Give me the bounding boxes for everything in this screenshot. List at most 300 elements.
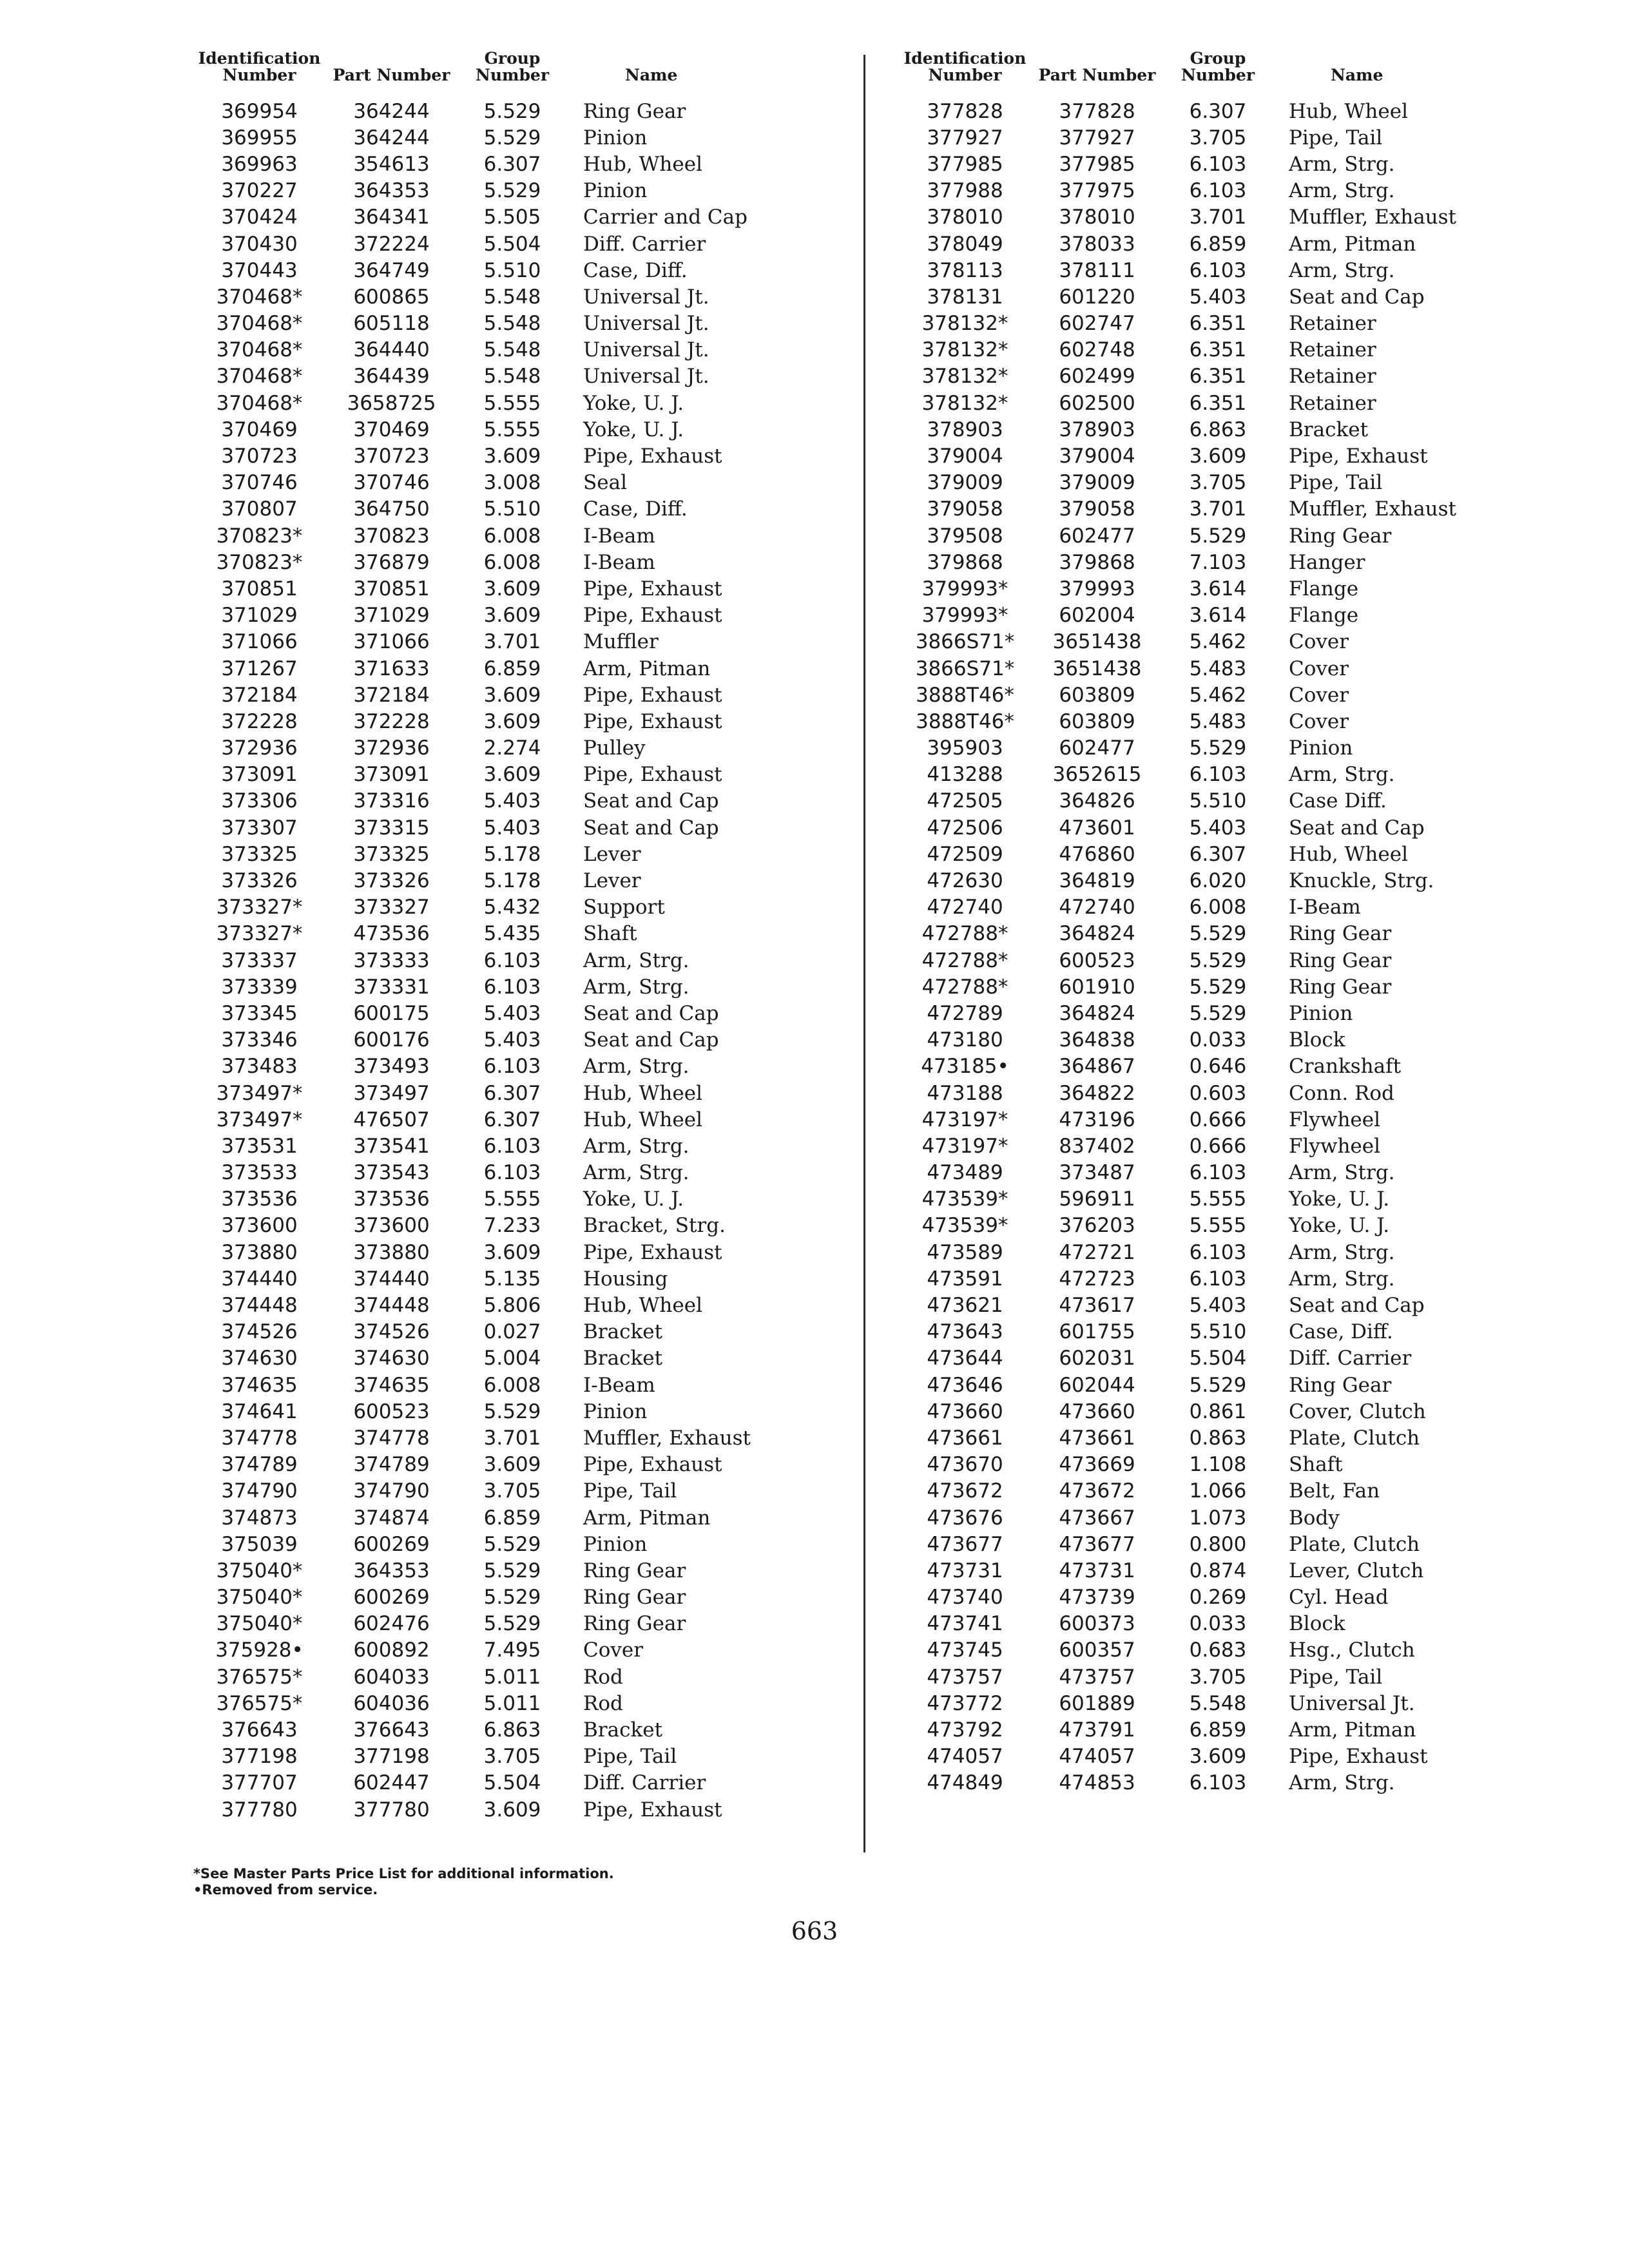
identification-number-cell: 373346 [221, 1028, 298, 1052]
group-number-cell: 5.403 [1189, 816, 1247, 840]
part-name-cell: Arm, Strg. [1289, 152, 1395, 176]
part-name-cell: Lever, Clutch [1289, 1559, 1424, 1582]
part-number-cell: 473617 [1059, 1294, 1135, 1318]
group-number-cell: 5.548 [1189, 1691, 1247, 1715]
group-number-cell: 5.504 [1189, 1347, 1247, 1370]
part-number-cell: 364749 [353, 258, 430, 282]
table-row [899, 549, 1543, 575]
part-number-cell: 372224 [353, 232, 430, 256]
table-row [899, 257, 1543, 284]
identification-number-cell: 378113 [927, 258, 1003, 282]
identification-number-cell: 472788* [921, 922, 1008, 946]
table-row [193, 788, 838, 814]
table-row [899, 867, 1543, 894]
page-number: 663 [791, 1917, 838, 1945]
part-name-cell: Block [1289, 1612, 1345, 1636]
part-name-cell: Arm, Strg. [583, 1161, 689, 1185]
identification-number-cell: 374790 [221, 1479, 298, 1503]
part-name-cell: Pipe, Tail [583, 1745, 677, 1769]
part-name-cell: Seat and Cap [1289, 816, 1425, 840]
table-row [193, 1664, 838, 1690]
footnote-asterisk: *See Master Parts Price List for additional information. [193, 1866, 614, 1881]
part-number-cell: 472721 [1059, 1240, 1135, 1264]
part-name-cell: Universal Jt. [583, 312, 709, 336]
table-row [193, 814, 838, 841]
part-number-cell: 3658725 [347, 391, 436, 415]
group-number-cell: 3.609 [1189, 445, 1247, 468]
part-name-cell: Universal Jt. [583, 285, 709, 309]
group-number-cell: 0.269 [1189, 1586, 1247, 1610]
part-number-cell: 364244 [353, 126, 430, 149]
part-number-cell: 602748 [1059, 338, 1135, 362]
part-number-cell: 364824 [1059, 922, 1135, 946]
table-row [899, 523, 1543, 549]
group-number-cell: 3.705 [483, 1745, 541, 1769]
identification-number-cell: 373327* [216, 922, 303, 946]
part-number-cell: 377828 [1059, 99, 1135, 123]
table-row [193, 682, 838, 708]
part-name-cell: Ring Gear [583, 1559, 686, 1582]
group-number-cell: 0.800 [1189, 1532, 1247, 1556]
table-row [899, 1213, 1543, 1239]
group-number-cell: 6.103 [1189, 1267, 1247, 1291]
part-name-cell: Hub, Wheel [1289, 99, 1408, 123]
part-number-cell: 378010 [1059, 206, 1135, 229]
group-number-cell: 7.233 [483, 1214, 541, 1238]
part-number-cell: 364440 [353, 338, 430, 362]
table-row [899, 496, 1543, 523]
part-number-cell: 370851 [353, 577, 430, 601]
group-number-cell: 6.103 [1189, 179, 1247, 203]
part-number-cell: 602477 [1059, 736, 1135, 760]
table-row [193, 655, 838, 682]
group-number-cell: 5.510 [483, 497, 541, 521]
part-number-cell: 377198 [353, 1745, 430, 1769]
group-number-cell: 5.529 [483, 179, 541, 203]
table-row [193, 337, 838, 363]
group-number-cell: 3.609 [1189, 1745, 1247, 1769]
part-number-cell: 371029 [353, 604, 430, 628]
part-name-cell: Plate, Clutch [1289, 1532, 1420, 1556]
header-name: Name [1331, 66, 1383, 84]
identification-number-cell: 379993* [921, 577, 1008, 601]
part-name-cell: Ring Gear [583, 1586, 686, 1610]
table-row [193, 284, 838, 310]
group-number-cell: 3.609 [483, 1453, 541, 1477]
table-row [193, 1690, 838, 1716]
identification-number-cell: 373306 [221, 789, 298, 813]
group-number-cell: 3.609 [483, 1240, 541, 1264]
identification-number-cell: 377985 [927, 152, 1003, 176]
part-number-cell: 601910 [1059, 975, 1135, 999]
identification-number-cell: 373325 [221, 842, 298, 866]
group-number-cell: 3.705 [1189, 126, 1247, 149]
group-number-cell: 6.008 [1189, 896, 1247, 919]
part-number-cell: 473196 [1059, 1108, 1135, 1131]
part-number-cell: 473739 [1059, 1586, 1135, 1610]
table-row [193, 1557, 838, 1584]
part-number-cell: 601889 [1059, 1691, 1135, 1715]
group-number-cell: 6.103 [1189, 1240, 1247, 1264]
table-row [899, 1000, 1543, 1026]
table-row [899, 284, 1543, 310]
table-row [193, 1080, 838, 1106]
part-name-cell: Bracket [583, 1320, 663, 1344]
group-number-cell: 3.609 [483, 1798, 541, 1821]
table-row [899, 1345, 1543, 1372]
group-number-cell: 5.504 [483, 1771, 541, 1795]
part-name-cell: Retainer [1289, 338, 1376, 362]
part-number-cell: 600269 [353, 1532, 430, 1556]
identification-number-cell: 473677 [927, 1532, 1003, 1556]
group-number-cell: 3.609 [483, 445, 541, 468]
identification-number-cell: 373345 [221, 1001, 298, 1025]
part-number-cell: 364353 [353, 179, 430, 203]
part-number-cell: 602447 [353, 1771, 430, 1795]
group-number-cell: 6.103 [483, 1055, 541, 1079]
part-number-cell: 379009 [1059, 471, 1135, 495]
identification-number-cell: 472788* [921, 948, 1008, 972]
part-name-cell: Seat and Cap [583, 1001, 719, 1025]
part-number-cell: 373543 [353, 1161, 430, 1185]
part-number-cell: 474057 [1059, 1745, 1135, 1769]
group-number-cell: 5.529 [1189, 1001, 1247, 1025]
group-number-cell: 5.529 [1189, 736, 1247, 760]
group-number-cell: 5.529 [1189, 922, 1247, 946]
part-name-cell: Seat and Cap [583, 789, 719, 813]
right-parts-column [899, 50, 1543, 1796]
part-name-cell: Universal Jt. [1289, 1691, 1415, 1715]
group-number-cell: 5.135 [483, 1267, 541, 1291]
part-name-cell: Arm, Strg. [1289, 1161, 1395, 1185]
part-name-cell: Seat and Cap [1289, 285, 1425, 309]
identification-number-cell: 370469 [221, 418, 298, 441]
identification-number-cell: 379508 [927, 524, 1003, 548]
part-number-cell: 377975 [1059, 179, 1135, 203]
part-name-cell: Flywheel [1289, 1108, 1381, 1131]
part-name-cell: Arm, Strg. [1289, 1240, 1395, 1264]
part-number-cell: 376643 [353, 1718, 430, 1742]
table-row [193, 98, 838, 124]
group-number-cell: 5.806 [483, 1294, 541, 1318]
part-name-cell: Carrier and Cap [583, 206, 747, 229]
table-row [193, 151, 838, 177]
table-row [899, 1716, 1543, 1743]
table-row [193, 443, 838, 469]
identification-number-cell: 473489 [927, 1161, 1003, 1185]
part-number-cell: 601220 [1059, 285, 1135, 309]
table-row [899, 1557, 1543, 1584]
group-number-cell: 5.403 [483, 789, 541, 813]
group-number-cell: 3.614 [1189, 604, 1247, 628]
table-row [899, 1265, 1543, 1292]
identification-number-cell: 373337 [221, 948, 298, 972]
part-name-cell: Pipe, Exhaust [583, 763, 722, 787]
part-name-cell: Muffler, Exhaust [1289, 497, 1457, 521]
part-name-cell: I-Beam [583, 550, 655, 574]
table-row [899, 1504, 1543, 1531]
left-header-row [193, 50, 838, 98]
identification-number-cell: 373327* [216, 896, 303, 919]
right-header-row [899, 50, 1543, 98]
group-number-cell: 5.529 [483, 1559, 541, 1582]
part-name-cell: Rod [583, 1665, 623, 1689]
table-row [193, 947, 838, 974]
identification-number-cell: 3866S71* [915, 657, 1015, 680]
identification-number-cell: 373339 [221, 975, 298, 999]
table-row [193, 1160, 838, 1186]
part-name-cell: Cover [1289, 657, 1349, 680]
table-row [193, 1000, 838, 1026]
table-row [899, 1372, 1543, 1398]
part-number-cell: 602476 [353, 1612, 430, 1636]
identification-number-cell: 473660 [927, 1399, 1003, 1423]
right-parts-table [899, 50, 1543, 1796]
group-number-cell: 3.701 [483, 630, 541, 654]
part-number-cell: 378111 [1059, 258, 1135, 282]
identification-number-cell: 378132* [921, 338, 1008, 362]
part-name-cell: Lever [583, 842, 641, 866]
identification-number-cell: 376575* [216, 1691, 303, 1715]
part-name-cell: Conn. Rod [1289, 1081, 1394, 1105]
part-number-cell: 473660 [1059, 1399, 1135, 1423]
part-name-cell: Diff. Carrier [1289, 1347, 1412, 1370]
part-number-cell: 602004 [1059, 604, 1135, 628]
part-name-cell: Universal Jt. [583, 338, 709, 362]
identification-number-cell: 374641 [221, 1399, 298, 1423]
table-row [899, 311, 1543, 337]
part-number-cell: 373331 [353, 975, 430, 999]
table-row [193, 1345, 838, 1372]
part-number-cell: 837402 [1059, 1134, 1135, 1158]
part-number-cell: 379004 [1059, 445, 1135, 468]
table-row [899, 1664, 1543, 1690]
part-name-cell: Bracket [1289, 418, 1369, 441]
identification-number-cell: 473539* [921, 1214, 1008, 1238]
group-number-cell: 6.307 [1189, 842, 1247, 866]
part-number-cell: 473757 [1059, 1665, 1135, 1689]
identification-number-cell: 473589 [927, 1240, 1003, 1264]
table-row [899, 231, 1543, 257]
table-row [899, 443, 1543, 469]
group-number-cell: 6.103 [483, 1134, 541, 1158]
table-row [193, 1744, 838, 1770]
part-number-cell: 600176 [353, 1028, 430, 1052]
part-name-cell: Universal Jt. [583, 365, 709, 389]
group-number-cell: 6.307 [483, 1081, 541, 1105]
part-name-cell: Yoke, U. J. [1289, 1214, 1390, 1238]
part-name-cell: Pipe, Tail [583, 1479, 677, 1503]
group-number-cell: 5.555 [483, 418, 541, 441]
part-number-cell: 376203 [1059, 1214, 1135, 1238]
group-number-cell: 7.495 [483, 1639, 541, 1662]
table-row [899, 1531, 1543, 1557]
part-number-cell: 473731 [1059, 1559, 1135, 1582]
identification-number-cell: 473180 [927, 1028, 1003, 1052]
header-group-number: Group Number [475, 49, 550, 84]
group-number-cell: 5.011 [483, 1665, 541, 1689]
identification-number-cell: 374440 [221, 1267, 298, 1291]
group-number-cell: 6.103 [1189, 1771, 1247, 1795]
identification-number-cell: 369963 [221, 152, 298, 176]
table-row [193, 735, 838, 762]
group-number-cell: 6.351 [1189, 312, 1247, 336]
part-number-cell: 370723 [353, 445, 430, 468]
group-number-cell: 5.004 [483, 1347, 541, 1370]
part-name-cell: I-Beam [1289, 896, 1361, 919]
part-number-cell: 373541 [353, 1134, 430, 1158]
part-number-cell: 473661 [1059, 1426, 1135, 1450]
identification-number-cell: 370227 [221, 179, 298, 203]
identification-number-cell: 473197* [921, 1134, 1008, 1158]
part-number-cell: 379993 [1059, 577, 1135, 601]
part-name-cell: Bracket, Strg. [583, 1214, 726, 1238]
part-name-cell: Pipe, Exhaust [1289, 1745, 1428, 1769]
table-row [193, 708, 838, 735]
part-number-cell: 3652615 [1052, 763, 1142, 787]
part-name-cell: Ring Gear [1289, 975, 1392, 999]
part-name-cell: Pipe, Exhaust [583, 1240, 722, 1264]
group-number-cell: 6.307 [483, 1108, 541, 1131]
group-number-cell: 5.462 [1189, 630, 1247, 654]
part-number-cell: 473677 [1059, 1532, 1135, 1556]
table-row [899, 98, 1543, 124]
group-number-cell: 0.874 [1189, 1559, 1247, 1582]
table-row [193, 363, 838, 390]
part-name-cell: Plate, Clutch [1289, 1426, 1420, 1450]
identification-number-cell: 371029 [221, 604, 298, 628]
table-row [899, 1398, 1543, 1425]
group-number-cell: 6.008 [483, 1373, 541, 1397]
identification-number-cell: 377988 [927, 179, 1003, 203]
group-number-cell: 5.403 [1189, 1294, 1247, 1318]
part-name-cell: Arm, Pitman [1289, 1718, 1416, 1742]
identification-number-cell: 472630 [927, 869, 1003, 893]
part-name-cell: Flywheel [1289, 1134, 1381, 1158]
part-number-cell: 364750 [353, 497, 430, 521]
identification-number-cell: 3888T46* [916, 709, 1014, 733]
group-number-cell: 6.020 [1189, 869, 1247, 893]
part-name-cell: Seat and Cap [583, 1028, 719, 1052]
identification-number-cell: 370851 [221, 577, 298, 601]
table-row [899, 947, 1543, 974]
part-name-cell: Pipe, Exhaust [583, 683, 722, 707]
table-row [193, 1133, 838, 1159]
group-number-cell: 3.609 [483, 683, 541, 707]
identification-number-cell: 472740 [927, 896, 1003, 919]
part-name-cell: Body [1289, 1506, 1340, 1530]
table-row [193, 124, 838, 151]
table-row [899, 1770, 1543, 1796]
part-number-cell: 372228 [353, 709, 430, 733]
part-name-cell: Shaft [1289, 1453, 1343, 1477]
group-number-cell: 3.705 [1189, 471, 1247, 495]
group-number-cell: 6.008 [483, 550, 541, 574]
part-number-cell: 374635 [353, 1373, 430, 1397]
table-row [193, 549, 838, 575]
group-number-cell: 3.609 [483, 709, 541, 733]
identification-number-cell: 378131 [927, 285, 1003, 309]
table-row [193, 231, 838, 257]
table-row [899, 788, 1543, 814]
part-name-cell: Pinion [583, 179, 648, 203]
part-number-cell: 364341 [353, 206, 430, 229]
part-name-cell: Flange [1289, 604, 1359, 628]
group-number-cell: 6.307 [1189, 99, 1247, 123]
group-number-cell: 6.103 [1189, 258, 1247, 282]
identification-number-cell: 370424 [221, 206, 298, 229]
table-row [899, 575, 1543, 602]
part-number-cell: 373880 [353, 1240, 430, 1264]
group-number-cell: 3.705 [483, 1479, 541, 1503]
identification-number-cell: 474057 [927, 1745, 1003, 1769]
identification-number-cell: 473661 [927, 1426, 1003, 1450]
table-row [899, 1160, 1543, 1186]
part-number-cell: 374630 [353, 1347, 430, 1370]
table-row [193, 1372, 838, 1398]
identification-number-cell: 473621 [927, 1294, 1003, 1318]
identification-number-cell: 369955 [221, 126, 298, 149]
header-part-number: Part Number [333, 66, 450, 84]
table-row [193, 1504, 838, 1531]
identification-number-cell: 374778 [221, 1426, 298, 1450]
part-name-cell: Pipe, Exhaust [1289, 445, 1428, 468]
part-number-cell: 379058 [1059, 497, 1135, 521]
table-row [899, 1053, 1543, 1080]
identification-number-cell: 472506 [927, 816, 1003, 840]
part-name-cell: Arm, Pitman [583, 657, 711, 680]
group-number-cell: 3.609 [483, 763, 541, 787]
table-row [899, 894, 1543, 921]
part-number-cell: 476507 [353, 1108, 430, 1131]
part-number-cell: 364826 [1059, 789, 1135, 813]
part-number-cell: 373326 [353, 869, 430, 893]
group-number-cell: 0.603 [1189, 1081, 1247, 1105]
part-number-cell: 374790 [353, 1479, 430, 1503]
table-row [193, 1478, 838, 1504]
part-number-cell: 473791 [1059, 1718, 1135, 1742]
part-name-cell: Muffler, Exhaust [1289, 206, 1457, 229]
part-number-cell: 364824 [1059, 1001, 1135, 1025]
part-name-cell: Hub, Wheel [1289, 842, 1408, 866]
part-number-cell: 605118 [353, 312, 430, 336]
table-row [899, 337, 1543, 363]
table-row [193, 178, 838, 204]
group-number-cell: 6.307 [483, 152, 541, 176]
identification-number-cell: 376643 [221, 1718, 298, 1742]
table-row [193, 1531, 838, 1557]
table-row [899, 1584, 1543, 1611]
part-name-cell: Arm, Strg. [583, 1055, 689, 1079]
header-name: Name [625, 66, 678, 84]
identification-number-cell: 373307 [221, 816, 298, 840]
identification-number-cell: 372228 [221, 709, 298, 733]
table-row [193, 1398, 838, 1425]
part-number-cell: 602477 [1059, 524, 1135, 548]
identification-number-cell: 374526 [221, 1320, 298, 1344]
part-name-cell: Flange [1289, 577, 1359, 601]
identification-number-cell: 373091 [221, 763, 298, 787]
part-number-cell: 364819 [1059, 869, 1135, 893]
part-name-cell: Pinion [583, 126, 648, 149]
group-number-cell: 6.103 [1189, 152, 1247, 176]
identification-number-cell: 374448 [221, 1294, 298, 1318]
group-number-cell: 6.103 [1189, 1161, 1247, 1185]
identification-number-cell: 375039 [221, 1532, 298, 1556]
identification-number-cell: 472505 [927, 789, 1003, 813]
right-table-body [899, 98, 1543, 1796]
part-number-cell: 600175 [353, 1001, 430, 1025]
